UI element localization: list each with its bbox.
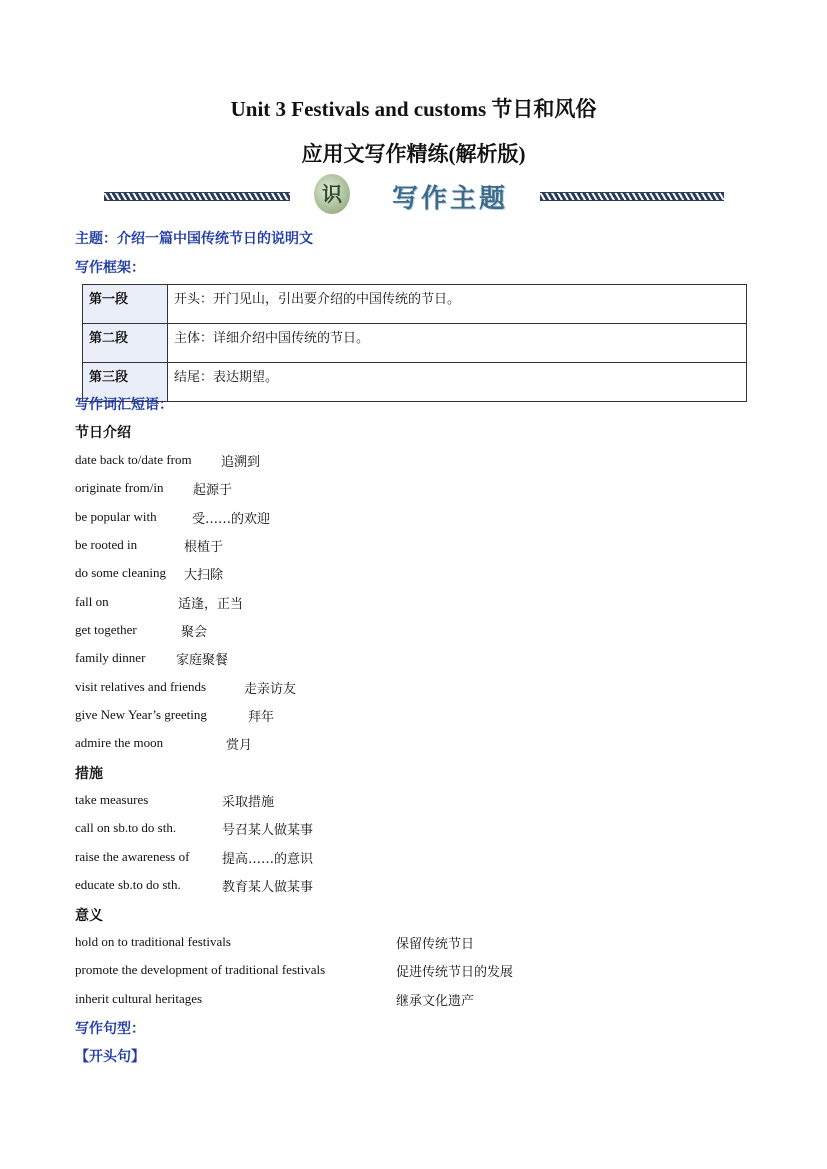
phrase-en: date back to/date from (75, 452, 192, 467)
segment-content: 主体：详细介绍中国传统的节日。 (168, 324, 747, 363)
sentence-label: 写作句型： (75, 1021, 145, 1037)
phrase-zh: 适逢，正当 (178, 597, 244, 612)
phrase-zh: 追溯到 (221, 455, 261, 470)
table-row (83, 285, 747, 324)
phrase-zh: 拜年 (248, 710, 275, 725)
phrase-en: call on sb.to do sth. (75, 820, 177, 835)
phrase-en: promote the development of traditional festivals (75, 962, 326, 977)
phrase-en: inherit cultural heritages (75, 991, 203, 1006)
phrase-zh: 起源于 (193, 483, 233, 498)
topic-line: 主题：介绍一篇中国传统节日的说明文 (75, 231, 313, 247)
framework-table (82, 284, 747, 402)
phrase-en: admire the moon (75, 735, 164, 750)
phrase-en: raise the awareness of (75, 849, 190, 864)
document-subtitle: 应用文写作精练(解析版) (301, 142, 526, 166)
phrase-en: get together (75, 622, 137, 637)
phrase-en: visit relatives and friends (75, 679, 207, 694)
phrase-zh: 教育某人做某事 (222, 880, 314, 895)
banner-title: 写作主题 (392, 184, 509, 214)
section-heading-significance: 意义 (75, 908, 103, 924)
phrase-en: fall on (75, 594, 109, 609)
phrase-zh: 提高……的意识 (222, 852, 314, 867)
phrase-zh: 聚会 (181, 625, 208, 640)
phrase-zh: 家庭聚餐 (176, 653, 229, 668)
phrase-en: be rooted in (75, 537, 138, 552)
phrase-en: give New Year’s greeting (75, 707, 207, 722)
document-title: Unit 3 Festivals and customs 节日和风俗 (230, 97, 597, 121)
segment-label: 第一段 (83, 285, 168, 324)
phrase-en: hold on to traditional festivals (75, 934, 231, 949)
phrase-zh: 受……的欢迎 (192, 512, 271, 527)
section-heading-measures: 措施 (75, 766, 103, 782)
phrase-zh: 采取措施 (222, 795, 275, 810)
phrase-zh: 促进传统节日的发展 (396, 965, 514, 980)
section-heading-festival-intro: 节日介绍 (75, 425, 131, 441)
segment-label: 第三段 (83, 363, 168, 402)
phrase-en: originate from/in (75, 480, 164, 495)
vocab-label: 写作词汇短语： (75, 397, 173, 413)
section-banner (100, 172, 730, 218)
opening-sentence-label: 【开头句】 (75, 1049, 145, 1065)
banner-left-stripe (104, 192, 290, 201)
phrase-en: take measures (75, 792, 149, 807)
phrase-zh: 继承文化遗产 (396, 994, 475, 1009)
phrase-zh: 保留传统节日 (396, 937, 475, 952)
segment-content: 开头：开门见山，引出要介绍的中国传统的节日。 (168, 285, 747, 324)
segment-label: 第二段 (83, 324, 168, 363)
segment-content: 结尾：表达期望。 (168, 363, 747, 402)
phrase-en: be popular with (75, 509, 157, 524)
leaf-badge-icon: 识 (314, 174, 350, 214)
table-row (83, 324, 747, 363)
phrase-en: educate sb.to do sth. (75, 877, 181, 892)
phrase-zh: 走亲访友 (244, 682, 297, 697)
phrase-en: do some cleaning (75, 565, 166, 580)
phrase-zh: 大扫除 (184, 568, 224, 583)
phrase-zh: 根植于 (184, 540, 224, 555)
phrase-zh: 号召某人做某事 (222, 823, 314, 838)
phrase-en: family dinner (75, 650, 146, 665)
banner-right-stripe (540, 192, 724, 201)
framework-label: 写作框架： (75, 260, 145, 276)
table-row (83, 363, 747, 402)
phrase-zh: 赏月 (226, 738, 253, 753)
